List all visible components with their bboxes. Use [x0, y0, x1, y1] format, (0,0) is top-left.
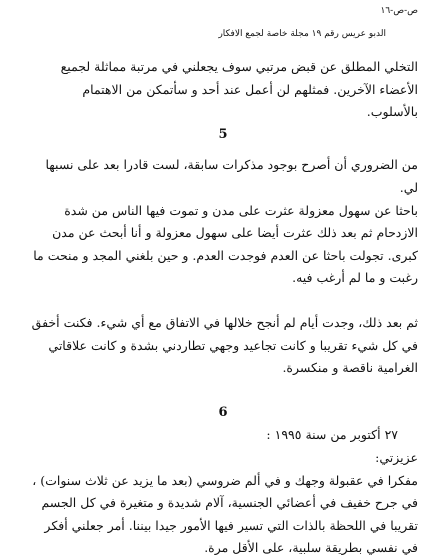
document-body	[28, 56, 418, 560]
paragraph-1: التخلي المطلق عن قبض مرتبي سوف يجعلني في مرتبة مماثلة لجميع الأعضاء الآخرين. فمثلهم لن أعمل عند أحد و سأتمكن من الاهتمام بالأسلوب.	[60, 59, 418, 120]
paragraph-4: ثم بعد ذلك، وجدت أيام لم أنجح خلالها في الاتفاق مع أي شيء. فكنت أخفق في كل شيء تقريبا و كانت تجاعيد وجهي تطاردني بشدة و كانت علاقاتي الغرامية ناقصة و منكسرة.	[31, 314, 418, 376]
salutation: عزيزتي:	[375, 449, 418, 465]
section-number-6: 6	[218, 404, 228, 420]
paragraph-3: باحثا عن سهول معزولة عثرت على مدن و تموت فيها الناس من شدة الازدحام ثم بعد ذلك عثرت أيضا على سهول معزولة و أنا أبحث عن مدن كبرى. تجولت باحثا عن العدم فوجدت العدم. و حين بلغني المجد و منحت ما رغبت و ما لم أرغب فيه.	[33, 202, 418, 286]
page-number: ص-ص-١٦	[380, 6, 418, 16]
diary-date: ٢٧ أكتوبر من سنة ١٩٩٥ :	[266, 427, 398, 443]
running-header: الدبو عريس رقم ١٩ مجلة خاصة لجمع الافكار	[218, 29, 386, 39]
section-number-5: 5	[218, 126, 228, 142]
paragraph-2: من الضروري أن أصرح بوجود مذكرات سابقة، لست قادرا بعد على نسبها لي.	[45, 157, 418, 195]
paragraph-5: مفكرا في عقبولة وجهك و في ألم ضروسي (بعد ما يزيد عن ثلاث سنوات) ، في جرح خفيف في أعضائي الجنسية، آلام شديدة و متغيرة في كل الجسم تقريبا في اللحظة بالذات التي تسير فيها الأمور جيدا بيننا. أمر جعلني أفكر في نفسي بطريقة سلبية، على الأقل مرة.	[32, 472, 418, 556]
